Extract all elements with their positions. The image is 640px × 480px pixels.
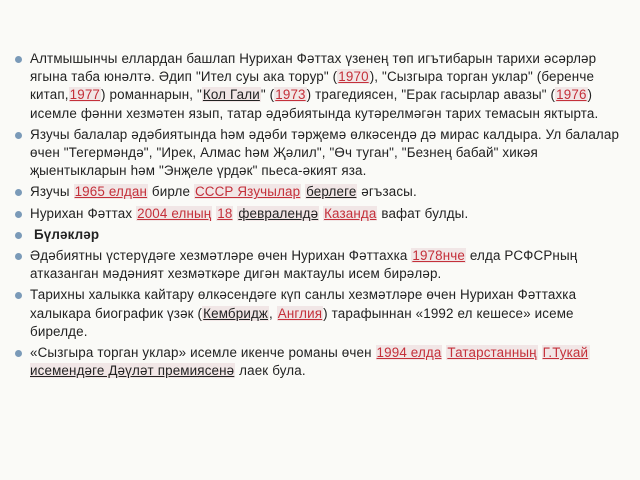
- text: ) исемле фәнни хезмәтен язып, татар әдәбиятында кутәрелмәгән тарих темасын яктырта.: [30, 87, 599, 121]
- bullet-icon: [15, 56, 22, 63]
- paragraph-historical-works: [14, 50, 624, 123]
- text: вафат булды.: [377, 205, 469, 221]
- paragraph-death: [14, 205, 624, 223]
- text: Язучы: [30, 184, 74, 200]
- text: Тарихны халыкка кайтару өлкәсендәге күп санлы хезмәтләре өчен Нурихан Фәттахка халыкара биографик үзәк (: [30, 287, 577, 321]
- link-kol-gali[interactable]: Кол Гали: [202, 87, 260, 103]
- paragraph-childrens-literature: [14, 126, 624, 181]
- text: «Сызгыра торган уклар» исемле икенче романы өчен: [30, 345, 376, 361]
- bullet-icon: [15, 292, 22, 299]
- link-1977[interactable]: 1977: [69, 87, 101, 103]
- paragraph-award-1978: [14, 247, 624, 283]
- link-1994[interactable]: 1994 елда: [376, 345, 442, 361]
- bullet-icon: [15, 132, 22, 139]
- text: Язучы балалар әдәбиятында һәм әдәби тәрҗемә өлкәсендә дә мирас калдыра. Ул балалар өчен "Тегермәндә", "Ирек, Алмас һәм Җәлил", "Өч туган", "Безнең бабай" хикәя җыентыкларын һәм "Энҗеле үрдәк" пьеса-әкият яза.: [30, 126, 620, 179]
- text: Әдәбиятны үстерүдәге хезмәтләре өчен Нурихан Фәттахка: [30, 248, 412, 264]
- link-1973[interactable]: 1973: [275, 87, 306, 103]
- text: ), "Сызгыра торган уклар" (беренче китап,: [30, 69, 595, 103]
- text: ) тарафыннан «1992 ел кешесе» исеме бирелде.: [30, 305, 574, 339]
- bullet-icon: [15, 189, 22, 196]
- bullet-icon: [15, 211, 22, 218]
- link-union[interactable]: берлеге: [306, 184, 357, 200]
- link-1970[interactable]: 1970: [338, 69, 369, 85]
- text: елда РСФСРның атказанган мәдәният хезмәткәре дигән мактаулы исем бирәләр.: [30, 248, 578, 282]
- text: Нурихан Фәттах: [30, 205, 137, 221]
- text: ,: [269, 305, 277, 321]
- link-1965[interactable]: 1965 елдан: [74, 184, 148, 200]
- link-kazan[interactable]: Казанда: [324, 205, 377, 221]
- text: бирле: [148, 184, 194, 200]
- paragraph-award-1994: [14, 344, 624, 380]
- text: ) трагедиясен, "Ерак гасырлар авазы" (: [306, 87, 556, 103]
- text: әгъзасы.: [357, 184, 417, 200]
- link-february[interactable]: февралендә: [238, 205, 319, 221]
- text: Алтмышынчы еллардан башлап Нурихан Фәттах үзенең төп игътибарын тарихи әсәрләр ягына таба юнәлтә. Әдип "Ител суы ака торур" (: [30, 51, 597, 85]
- link-1978[interactable]: 1978нче: [412, 248, 466, 264]
- slide-content: [14, 50, 624, 383]
- link-2004[interactable]: 2004 елның: [137, 205, 212, 221]
- text: [538, 345, 542, 360]
- link-cambridge[interactable]: Кембридж: [203, 305, 269, 321]
- link-18[interactable]: 18: [217, 205, 233, 221]
- link-tatarstan[interactable]: Татарстанның: [447, 345, 537, 361]
- link-england[interactable]: Англия: [277, 305, 323, 321]
- link-1976[interactable]: 1976: [556, 87, 587, 103]
- link-ussr-writers[interactable]: СССР Язучылар: [194, 184, 301, 200]
- text: " (: [260, 87, 275, 103]
- text: лаек була.: [235, 363, 306, 379]
- section-heading-awards: [14, 226, 624, 244]
- paragraph-writers-union: [14, 183, 624, 201]
- bullet-icon: [15, 232, 22, 239]
- bullet-icon: [15, 350, 22, 357]
- bullet-icon: [15, 253, 22, 260]
- link-tukay[interactable]: Г.Тукай: [542, 345, 589, 361]
- paragraph-award-1992: [14, 286, 624, 341]
- link-state-prize[interactable]: исемендәге Дәүләт премиясенә: [30, 345, 590, 378]
- heading-text: Бүләкләр: [34, 226, 100, 242]
- text: ) романнарын, ": [101, 87, 202, 103]
